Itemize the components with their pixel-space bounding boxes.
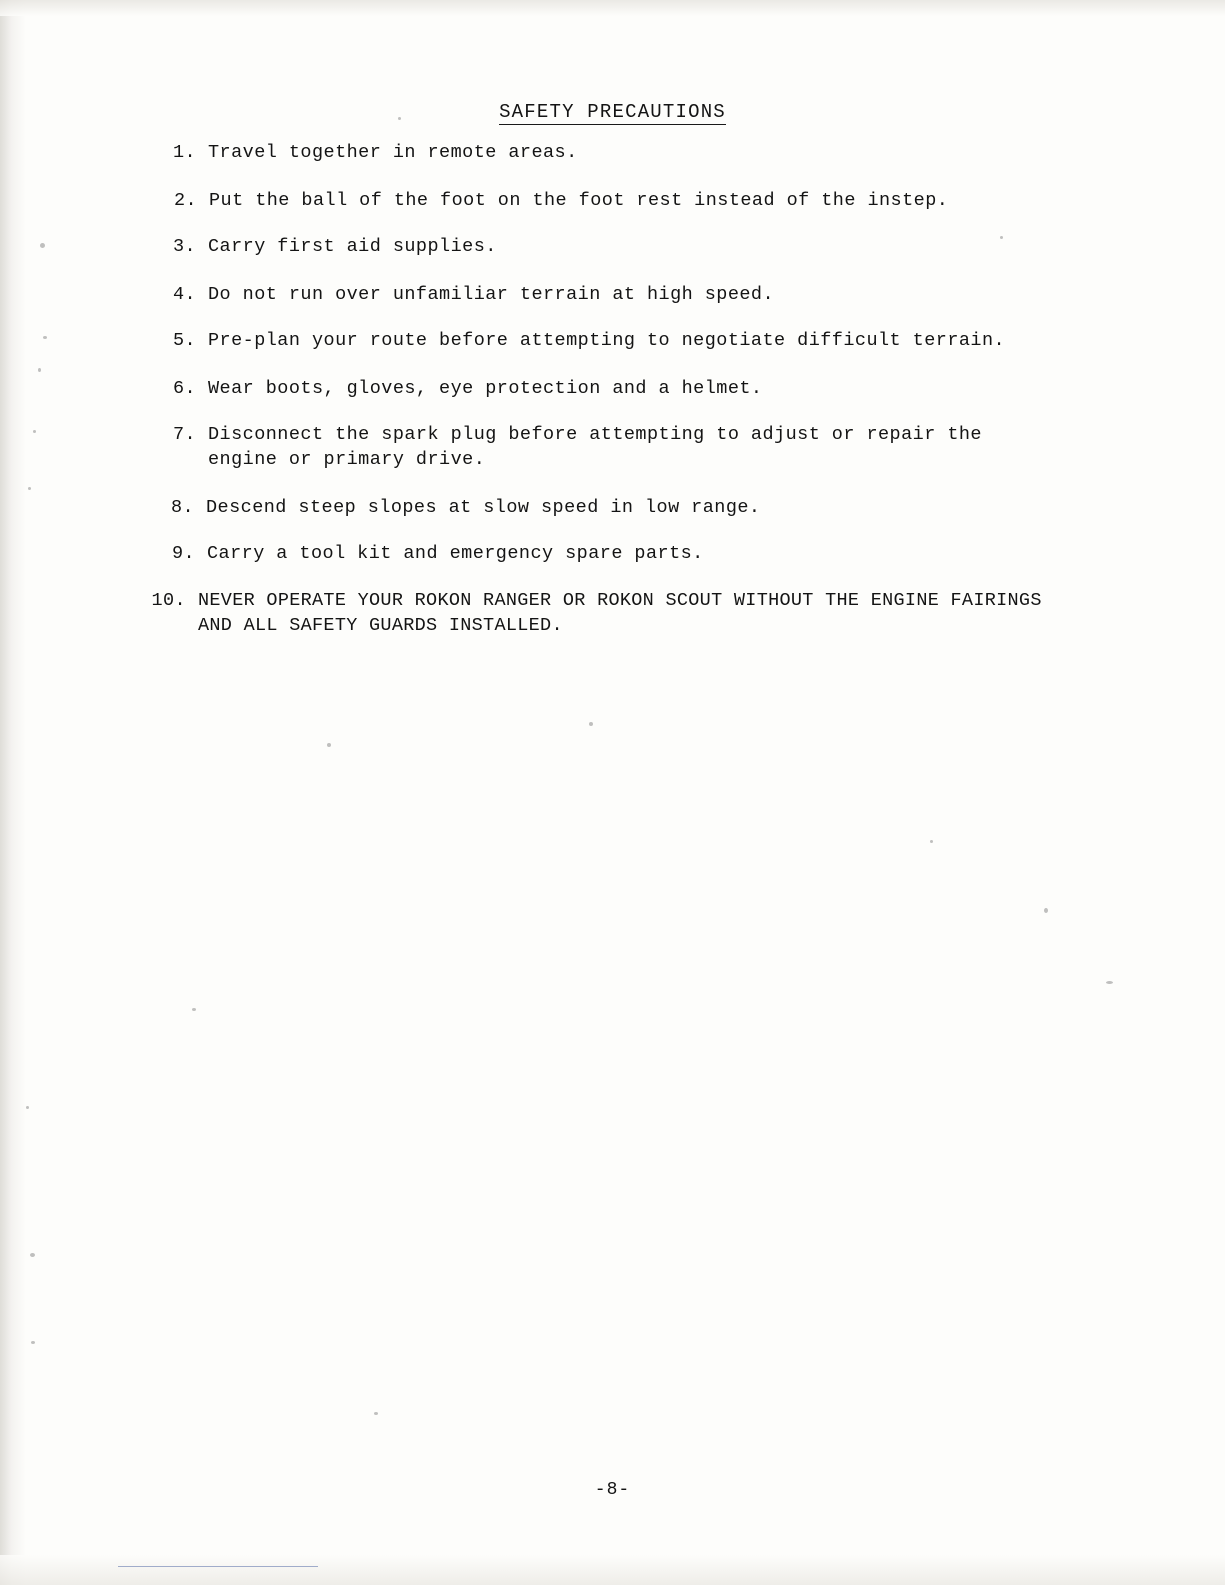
list-item-number: 4.: [172, 284, 196, 305]
list-item: [151, 188, 1111, 213]
page-title: [0, 101, 1225, 123]
scan-speck: [26, 1106, 29, 1109]
list-item-number: 5.: [172, 330, 196, 351]
scan-speck: [1000, 236, 1003, 239]
list-item: [150, 282, 1110, 307]
list-item-text: Travel together in remote areas.: [208, 142, 578, 163]
scan-speck: [398, 117, 401, 120]
list-item: [150, 140, 1110, 165]
scan-speck: [374, 1412, 378, 1415]
scan-speck: [1106, 981, 1113, 984]
list-item-number: 1.: [172, 142, 196, 163]
list-item: [150, 376, 1110, 401]
list-item-text: Carry a tool kit and emergency spare parts.: [207, 543, 704, 564]
scan-edge-shadow-top: [0, 0, 1225, 16]
list-item: [148, 495, 1108, 520]
scan-speck: [192, 1008, 196, 1011]
scan-speck: [1044, 908, 1048, 913]
list-item-number: 2.: [173, 190, 197, 211]
list-item-text: Disconnect the spark plug before attempting to adjust or repair the: [208, 424, 982, 445]
scan-speck: [38, 368, 41, 372]
page-number: -8-: [594, 1480, 631, 1500]
list-item-number: 3.: [172, 236, 196, 257]
bottom-rule: [118, 1566, 318, 1567]
list-item-number: 7.: [172, 424, 196, 445]
list-item-text: NEVER OPERATE YOUR ROKON RANGER OR ROKON SCOUT WITHOUT THE ENGINE FAIRINGS: [198, 590, 1042, 611]
list-item-text-line2: AND ALL SAFETY GUARDS INSTALLED.: [198, 615, 563, 636]
list-item-text: Wear boots, gloves, eye protection and a helmet.: [208, 378, 763, 399]
list-item: [140, 588, 1100, 638]
list-item: [150, 422, 1110, 472]
list-item-number: 10.: [151, 590, 186, 611]
scan-speck: [40, 243, 45, 248]
scan-speck: [589, 722, 593, 726]
page-title-text: SAFETY PRECAUTIONS: [499, 101, 726, 123]
safety-precautions-list: [150, 140, 1110, 660]
scan-speck: [43, 336, 47, 339]
list-item-number: 9.: [171, 543, 195, 564]
scan-speck: [28, 487, 31, 490]
scan-speck: [33, 430, 36, 433]
list-item: [150, 234, 1110, 259]
list-item-text-line2: engine or primary drive.: [208, 449, 486, 470]
list-item-number: 8.: [170, 497, 194, 518]
scan-speck: [930, 840, 933, 843]
list-item-text: Pre-plan your route before attempting to negotiate difficult terrain.: [208, 330, 1006, 351]
list-item-text: Carry first aid supplies.: [208, 236, 497, 257]
scan-speck: [31, 1341, 35, 1344]
scan-edge-shadow-bottom: [0, 1555, 1225, 1585]
list-item-number: 6.: [172, 378, 196, 399]
list-item-text: Put the ball of the foot on the foot rest instead of the instep.: [209, 190, 949, 211]
list-item-text: Descend steep slopes at slow speed in low range.: [206, 497, 761, 518]
scan-speck: [30, 1253, 35, 1257]
scan-speck: [327, 743, 331, 747]
list-item-text: Do not run over unfamiliar terrain at high speed.: [208, 284, 775, 305]
list-item: [149, 541, 1109, 566]
list-item: [150, 328, 1110, 353]
scan-edge-shadow-left: [0, 0, 26, 1585]
